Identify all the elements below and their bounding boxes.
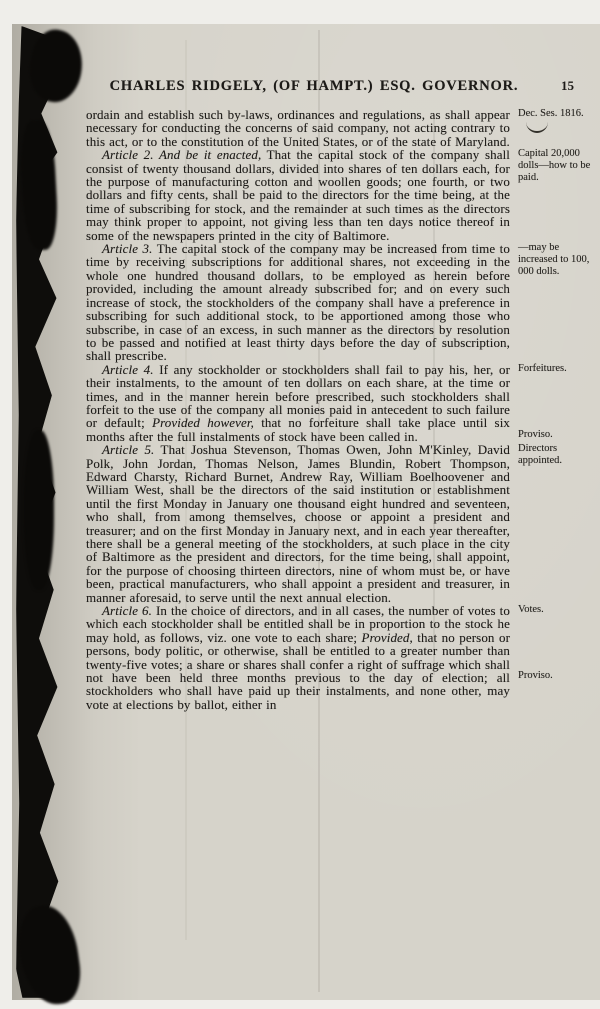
margin-note: Dec. Ses. 1816. xyxy=(518,108,584,119)
paragraph-body: The capital stock of the company may be increased from time to time by receiving subscriptions for additional shares, not exceeding in the whole one hundred thousand dollars, to be employed as herein before provided, including the amount already subscribed for; and on every such increase of stock, the stockholders of the company shall have a preference in subscribing for such additional stock, to be apportioned among those who subscribe, in case of an excess, in such manner as the directors by resolution to be passed and notified at least thirty days before the day of subscription, shall prescribe. xyxy=(86,241,510,364)
paragraph xyxy=(86,363,598,443)
paragraph-emphasis: Provided however, xyxy=(152,415,254,431)
paragraph-text xyxy=(86,604,510,711)
margin-note: Capital 20,000 dolls—how to be paid. xyxy=(518,148,591,184)
paragraph-body: That the capital stock of the company shall consist of twenty thousand dollars, divided into shares of ten dollars each, for the purpose of manufacturing cotton and woollen goods; one fourth, or two dollars and fifty cents, shall be paid to the directors for the time being, at the time of subscribing for stock, and the remainder at such times as the directors may think proper to appoint, not giving less than ten days notice thereof in some of the newspapers printed in the city of Baltimore. xyxy=(86,147,510,243)
margin-note: Proviso. xyxy=(518,670,553,682)
running-title: CHARLES RIDGELY, (OF HAMPT.) ESQ. GOVERNOR. xyxy=(109,78,519,94)
paragraph-body: If any stockholder or stockholders shall fail to pay his, her, or their instalments, to the amount of ten dollars on each share, at the time or times, and in the manner herein before prescribed, such stockholders shall forfeit to the use of the company all monies paid in antecedent to such failure or default; xyxy=(86,361,510,431)
ink-blotch xyxy=(24,430,54,590)
brace-mark-icon xyxy=(526,122,548,133)
margin-note: Votes. xyxy=(518,604,544,616)
margin-note: Forfeitures. xyxy=(518,362,567,374)
article-lead: Article 6. xyxy=(102,603,153,619)
paragraph-text xyxy=(86,108,510,148)
page-header xyxy=(82,78,574,95)
margin-notes xyxy=(510,108,598,133)
paragraph-body: That Joshua Stevenson, Thomas Owen, John M'Kinley, David Polk, John Jordan, Thomas Nelson, James Blundin, Robert Thompson, Edward Charsty, Richard Burnet, Andrew Ray, William Boelhoovener and William West, shall be the directors of the said institution or establishment until the first Monday in January one thousand eight hundred and seventeen, who shall, from among themselves, choose or appoint a president and treasurer; and on the first Monday in January next, and in each year thereafter, there shall be a general meeting of the stockholders, at such place in the city of Baltimore as the president and directors, for the time being, shall appoint, for the purpose of choosing thirteen directors, nine of whom must be, or have been, practical manufacturers, who shall appoint a president and treasurer, in manner aforesaid, to serve until the next annual election. xyxy=(86,442,510,605)
paragraph xyxy=(86,108,598,148)
margin-note: —may be increased to 100, 000 dolls. xyxy=(518,242,590,278)
paragraph-text xyxy=(86,363,510,443)
article-lead: Article 2. And be it enacted, xyxy=(102,147,262,163)
paragraph-body: In the choice of directors, and in all cases, the number of votes to which each stockholder shall be entitled shall be in proportion to the stock he may hold, as follows, viz. one vote to each share; xyxy=(86,603,510,645)
paragraph xyxy=(86,443,598,604)
paragraph xyxy=(86,242,598,363)
margin-notes xyxy=(510,242,598,278)
paragraph-body: ordain and establish such by-laws, ordinances and regulations, as shall appear necessary for conducting the concerns of said company, not acting contrary to this act, or to the constitution of the United States, or of the state of Maryland. xyxy=(86,107,510,149)
margin-notes xyxy=(510,443,598,467)
paragraph xyxy=(86,604,598,711)
paragraph-text xyxy=(86,242,510,363)
paragraph-body: that no forfeiture shall take place until six months after the full instalments of stock have been called in. xyxy=(86,415,511,444)
margin-note: Proviso. xyxy=(518,428,553,440)
margin-notes xyxy=(510,363,598,441)
paragraph-body: that no person or persons, body politic, or otherwise, shall be entitled to a greater number than twenty-five votes; a share or shares shall confer a right of suffrage which shall not have been held three months previous to the day of election; all stockholders who shall have paid up their instalments, and none other, may vote at elections by ballot, either in xyxy=(86,629,511,712)
margin-notes xyxy=(510,604,598,682)
article-lead: Article 5. xyxy=(102,442,155,458)
page-body xyxy=(86,108,598,711)
paragraph-emphasis: Provided, xyxy=(361,629,413,645)
margin-notes xyxy=(510,148,598,184)
article-lead: Article 3. xyxy=(102,241,153,257)
page-number: 15 xyxy=(561,78,574,93)
article-lead: Article 4. xyxy=(102,361,154,377)
paragraph-text xyxy=(86,148,510,242)
paragraph xyxy=(86,148,598,242)
margin-note: Directors appointed. xyxy=(518,443,563,467)
paragraph-text xyxy=(86,443,510,604)
